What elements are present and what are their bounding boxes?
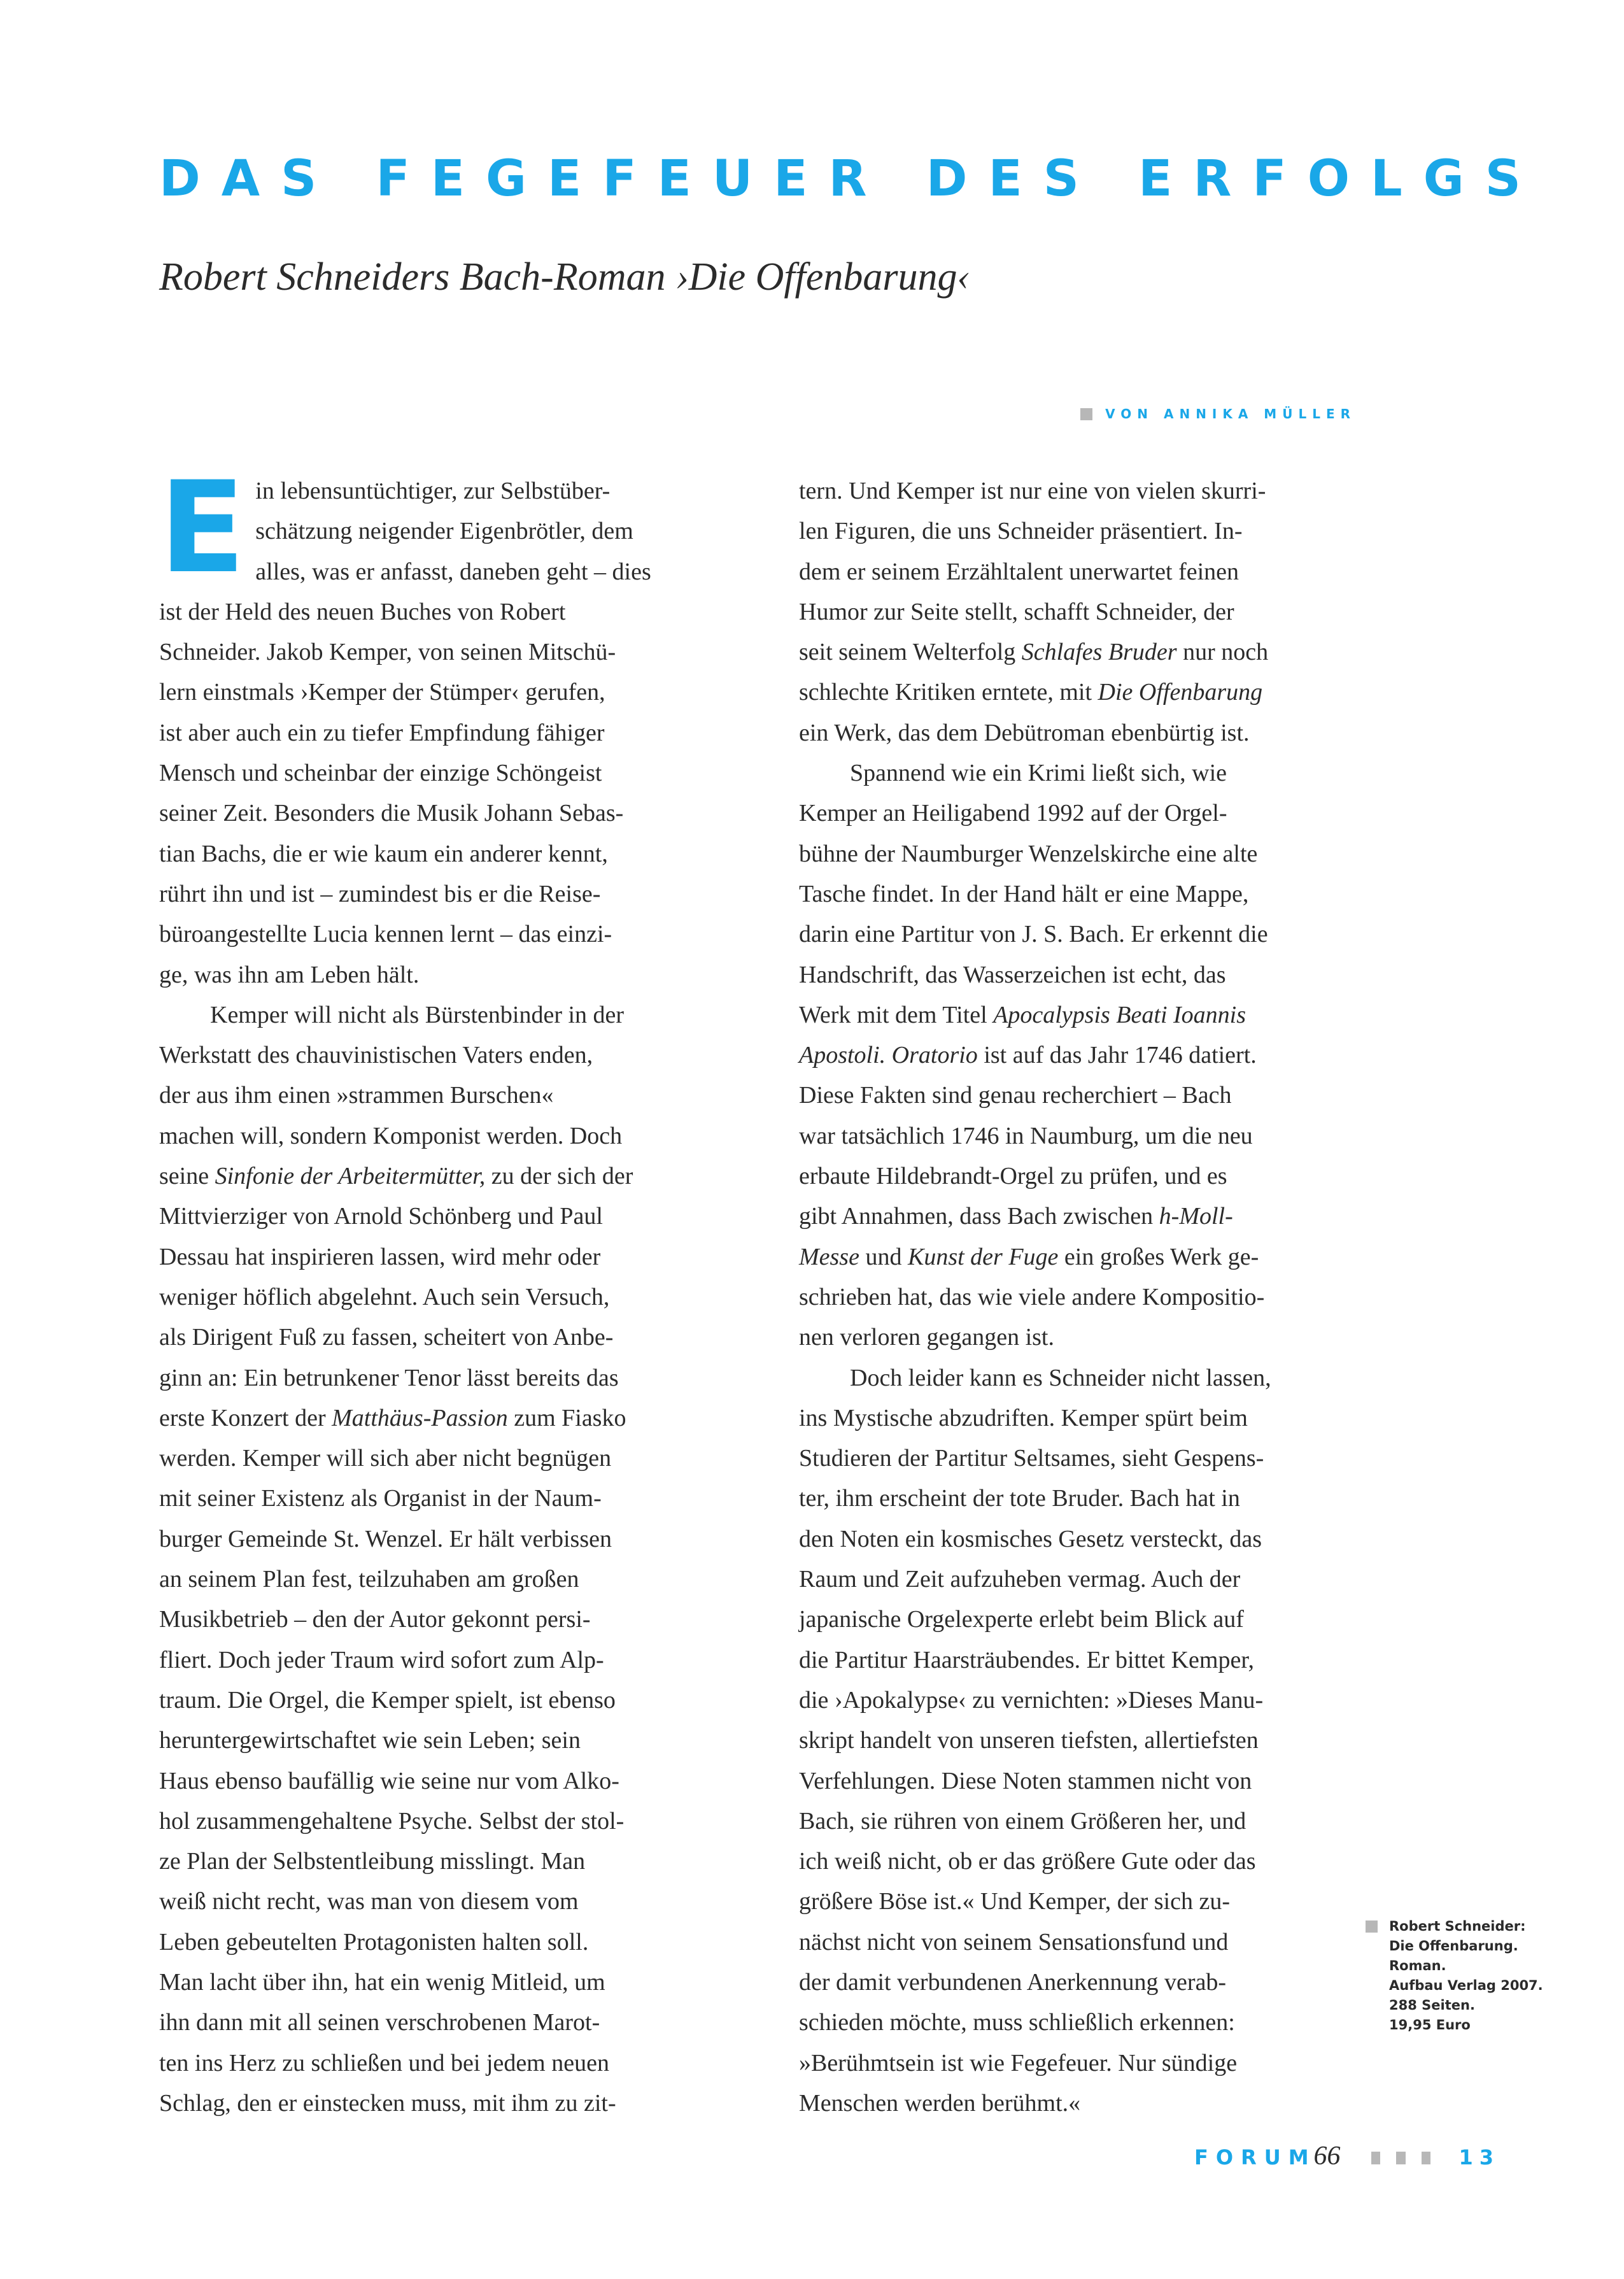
text-line: in lebensuntüchtiger, zur Selbstüber- <box>255 478 611 504</box>
text-line: alles, was er anfasst, daneben geht – dies <box>255 558 651 585</box>
text-line: japanische Orgelexperte erlebt beim Blick auf <box>799 1606 1244 1633</box>
text-line: tian Bachs, die er wie kaum ein anderer kennt, <box>159 840 608 867</box>
text-line: Menschen werden berühmt.« <box>799 2089 1081 2117</box>
text-line: Dessau hat inspirieren lassen, wird mehr oder <box>159 1243 601 1270</box>
work-title: Schlafes Bruder <box>1021 639 1177 666</box>
text-line <box>799 995 1346 1035</box>
work-title: Matthäus-Passion <box>332 1404 508 1431</box>
square-decoration-icon <box>1371 2152 1381 2164</box>
body-column-2 <box>799 471 1346 2124</box>
work-title: Apostoli. Oratorio <box>799 1042 978 1069</box>
article-subtitle: Robert Schneiders Bach-Roman ›Die Offenbarung‹ <box>159 255 971 299</box>
text-span: ist auf das Jahr 1746 datiert. <box>984 1042 1257 1069</box>
text-span: Werk mit dem Titel <box>799 1001 987 1028</box>
text-span: seine <box>159 1163 209 1190</box>
text-line: der damit verbundenen Anerkennung verab- <box>799 1968 1227 1996</box>
text-line: schätzung neigender Eigenbrötler, dem <box>255 518 633 545</box>
square-decoration-icon <box>1396 2152 1406 2164</box>
text-line: skript handelt von unseren tiefsten, allertiefsten <box>799 1727 1259 1754</box>
text-span: zu der sich der <box>491 1163 633 1190</box>
text-line: lern einstmals ›Kemper der Stümper‹ gerufen, <box>159 679 605 706</box>
text-span: nur noch <box>1183 639 1269 666</box>
page-number: 13 <box>1458 2145 1500 2169</box>
text-line <box>799 672 1346 713</box>
text-line: weiß nicht recht, was man von diesem vom <box>159 1888 579 1915</box>
text-line: werden. Kemper will sich aber nicht begnügen <box>159 1445 612 1472</box>
text-line: Schlag, den er einstecken muss, mit ihm zu zit- <box>159 2089 616 2117</box>
text-line: rührt ihn und ist – zumindest bis er die Reise- <box>159 880 601 907</box>
magazine-name: FORUM <box>1194 2145 1317 2169</box>
text-line: ge, was ihn am Leben hält. <box>159 961 420 988</box>
text-span: seit seinem Welterfolg <box>799 639 1016 666</box>
text-line: ze Plan der Selbstentleibung misslingt. Man <box>159 1848 586 1875</box>
text-line: Mensch und scheinbar der einzige Schöngeist <box>159 760 602 787</box>
text-span: und <box>865 1243 902 1270</box>
text-line <box>799 1237 1346 1277</box>
text-line: Tasche findet. In der Hand hält er eine Mappe, <box>799 880 1249 907</box>
text-line: dem er seinem Erzähltalent unerwartet feinen <box>799 558 1239 585</box>
work-title: Messe <box>799 1243 859 1270</box>
text-line: Spannend wie ein Krimi ließt sich, wie <box>850 760 1227 787</box>
square-decoration-icon <box>1422 2152 1431 2164</box>
work-title: Die Offenbarung <box>1098 679 1263 706</box>
work-title: Sinfonie der Arbeitermütter, <box>215 1163 486 1190</box>
text-line: Bach, sie rühren von einem Größeren her, und <box>799 1807 1246 1835</box>
text-line: nächst nicht von seinem Sensationsfund und <box>799 1928 1229 1956</box>
text-line: ihn dann mit all seinen verschrobenen Marot- <box>159 2009 600 2036</box>
text-line: Man lacht über ihn, hat ein wenig Mitleid, um <box>159 1968 605 1996</box>
book-info-sidebar <box>1366 1917 1582 2035</box>
text-line: traum. Die Orgel, die Kemper spielt, ist ebenso <box>159 1686 616 1714</box>
text-line: als Dirigent Fuß zu fassen, scheitert von Anbe- <box>159 1324 614 1351</box>
square-bullet-icon <box>1366 1920 1378 1933</box>
text-line: ins Mystische abzudriften. Kemper spürt beim <box>799 1404 1248 1431</box>
text-line: nen verloren gegangen ist. <box>799 1324 1054 1351</box>
text-line: Studieren der Partitur Seltsames, sieht Gespens- <box>799 1445 1264 1472</box>
text-line: Doch leider kann es Schneider nicht lassen, <box>850 1364 1271 1391</box>
text-line: den Noten ein kosmisches Gesetz versteckt, das <box>799 1525 1262 1552</box>
text-line: büroangestellte Lucia kennen lernt – das einzi- <box>159 921 612 948</box>
text-line: mit seiner Existenz als Organist in der Naum- <box>159 1485 602 1512</box>
text-line: Mittvierziger von Arnold Schönberg und Paul <box>159 1203 603 1230</box>
text-line: Humor zur Seite stellt, schafft Schneider, der <box>799 598 1234 625</box>
text-line <box>799 1035 1346 1076</box>
text-line: Werkstatt des chauvinistischen Vaters enden, <box>159 1042 593 1069</box>
book-title: Die Offenbarung. <box>1389 1938 1518 1954</box>
text-line: weniger höflich abgelehnt. Auch sein Versuch, <box>159 1283 610 1310</box>
text-line: war tatsächlich 1746 in Naumburg, um die neu <box>799 1122 1253 1149</box>
book-pages: 288 Seiten. <box>1389 1998 1475 2013</box>
book-genre: Roman. <box>1389 1958 1446 1973</box>
book-publisher: Aufbau Verlag 2007. <box>1389 1978 1543 1993</box>
text-line: ein Werk, das dem Debütroman ebenbürtig ist. <box>799 719 1250 746</box>
text-line: größere Böse ist.« Und Kemper, der sich zu- <box>799 1888 1231 1915</box>
text-line: seiner Zeit. Besonders die Musik Johann Sebas- <box>159 800 624 827</box>
text-line: Musikbetrieb – den der Autor gekonnt persi- <box>159 1606 591 1633</box>
work-title: Apocalypsis Beati Ioannis <box>993 1001 1246 1028</box>
text-line: len Figuren, die uns Schneider präsentiert. In- <box>799 518 1243 545</box>
text-line: »Berühmtsein ist wie Fegefeuer. Nur sündige <box>799 2049 1238 2077</box>
text-span: ein großes Werk ge- <box>1064 1243 1259 1270</box>
text-line: erbaute Hildebrandt-Orgel zu prüfen, und es <box>799 1163 1227 1190</box>
byline-author: VON ANNIKA MÜLLER <box>1105 406 1356 422</box>
text-line <box>799 1196 1346 1237</box>
text-line: heruntergewirtschaftet wie sein Leben; sein <box>159 1727 581 1754</box>
text-line: Schneider. Jakob Kemper, von seinen Mitschü- <box>159 639 616 666</box>
text-line: ich weiß nicht, ob er das größere Gute oder das <box>799 1848 1256 1875</box>
text-line: Raum und Zeit aufzuheben vermag. Auch der <box>799 1566 1241 1593</box>
text-line: burger Gemeinde St. Wenzel. Er hält verbissen <box>159 1525 612 1552</box>
text-line: die Partitur Haarsträubendes. Er bittet Kemper, <box>799 1646 1254 1673</box>
text-line <box>159 1156 707 1196</box>
text-line: Haus ebenso baufällig wie seine nur vom Alko- <box>159 1767 619 1794</box>
text-line: Verfehlungen. Diese Noten stammen nicht von <box>799 1767 1252 1794</box>
text-line: ginn an: Ein betrunkener Tenor lässt bereits das <box>159 1364 619 1391</box>
text-line: ist der Held des neuen Buches von Robert <box>159 598 566 625</box>
text-line: Diese Fakten sind genau recherchiert – Bach <box>799 1082 1232 1109</box>
text-line: darin eine Partitur von J. S. Bach. Er erkennt die <box>799 921 1268 948</box>
book-author: Robert Schneider: <box>1389 1919 1526 1934</box>
issue-number: 66 <box>1313 2141 1341 2171</box>
body-column-1 <box>159 454 707 2124</box>
text-line: Handschrift, das Wasserzeichen ist echt, das <box>799 961 1226 988</box>
book-price: 19,95 Euro <box>1389 2017 1471 2033</box>
drop-cap: E <box>159 454 246 601</box>
text-line: bühne der Naumburger Wenzelskirche eine alte <box>799 840 1258 867</box>
text-line: machen will, sondern Komponist werden. Doch <box>159 1122 623 1149</box>
text-line: hol zusammengehaltene Psyche. Selbst der stol- <box>159 1807 625 1835</box>
text-line: fliert. Doch jeder Traum wird sofort zum Alp- <box>159 1646 604 1673</box>
text-span: erste Konzert der <box>159 1404 326 1431</box>
text-line: Kemper will nicht als Bürstenbinder in der <box>210 1001 625 1028</box>
work-title: h-Moll- <box>1159 1203 1233 1230</box>
text-line: schieden möchte, muss schließlich erkennen: <box>799 2009 1235 2036</box>
text-line: ist aber auch ein zu tiefer Empfindung fähiger <box>159 719 605 746</box>
page-footer <box>1194 2141 1500 2171</box>
square-bullet-icon <box>1080 408 1092 420</box>
article-title: DAS FEGEFEUER DES ERFOLGS <box>159 150 1542 208</box>
text-line <box>799 632 1346 672</box>
text-line: Kemper an Heiligabend 1992 auf der Orgel- <box>799 800 1227 827</box>
work-title: Kunst der Fuge <box>907 1243 1059 1270</box>
text-line: an seinem Plan fest, teilzuhaben am großen <box>159 1566 579 1593</box>
text-line: tern. Und Kemper ist nur eine von vielen skurri- <box>799 478 1266 504</box>
text-span: gibt Annahmen, dass Bach zwischen <box>799 1203 1154 1230</box>
text-line: die ›Apokalypse‹ zu vernichten: »Dieses Manu- <box>799 1686 1264 1714</box>
text-line: schrieben hat, das wie viele andere Kompositio- <box>799 1283 1265 1310</box>
text-line: ter, ihm erscheint der tote Bruder. Bach hat in <box>799 1485 1240 1512</box>
text-line: ten ins Herz zu schließen und bei jedem neuen <box>159 2049 609 2077</box>
text-span: schlechte Kritiken erntete, mit <box>799 679 1092 706</box>
text-line: Leben gebeutelten Protagonisten halten soll. <box>159 1928 589 1956</box>
text-line: der aus ihm einen »strammen Burschen« <box>159 1082 554 1109</box>
text-line <box>159 1398 707 1438</box>
book-info <box>1389 1917 1543 2035</box>
text-span: zum Fiasko <box>514 1404 626 1431</box>
byline <box>1076 406 1356 422</box>
